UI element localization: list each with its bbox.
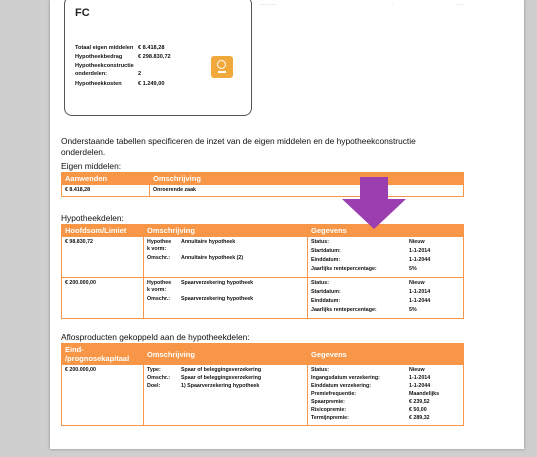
table-row: [62, 237, 464, 278]
field-label: Status:: [311, 239, 329, 245]
description-cell: [144, 365, 308, 426]
field-value: 1-1-2044: [409, 257, 431, 263]
field-label: Startdatum:: [311, 289, 341, 295]
column-header: Eind- /prognosekapitaal: [62, 344, 144, 365]
cutoff-header-text: [260, 2, 464, 7]
field-value: Nieuw: [409, 280, 425, 286]
summary-title: FC: [75, 7, 90, 19]
field-value: € 50,00: [409, 407, 427, 413]
aflosproducten-heading: Aflosproducten gekoppeld aan de hypotheekdelen:: [61, 332, 250, 342]
data-cell: [308, 237, 464, 278]
field-label: Omschr.:: [147, 255, 170, 261]
field-label: Jaarlijks rentepercentage:: [311, 266, 377, 272]
safe-dial: [217, 60, 226, 69]
field-value: 5%: [409, 266, 417, 272]
field-label: Spaarpremie:: [311, 399, 345, 405]
column-header: Omschrijving: [144, 344, 308, 365]
field-value: Annuïtaire hypotheek: [181, 239, 236, 245]
field-label: Status:: [311, 367, 329, 373]
field-label: Doel:: [147, 383, 161, 389]
summary-card: [64, 0, 252, 116]
summary-row: Hypotheekbedrag € 298.830,72: [75, 54, 171, 60]
field-value: Spaar of beleggingsverzekering: [181, 367, 262, 373]
summary-row: onderdelen: 2: [75, 71, 142, 77]
data-cell: [308, 278, 464, 319]
cutoff-mid: ·: [392, 2, 394, 7]
document-page: [50, 0, 524, 449]
field-value: € 239,52: [409, 399, 430, 405]
field-value: Spaarverzekering hypotheek: [181, 296, 254, 302]
field-value: 5%: [409, 307, 417, 313]
field-value: Maandelijks: [409, 391, 440, 397]
description-cell: [144, 237, 308, 278]
field-label: Omschr.:: [147, 296, 170, 302]
field-label: Einddatum:: [311, 298, 341, 304]
field-label: Omschr.:: [147, 375, 170, 381]
field-label: Premiefrequentie:: [311, 391, 357, 397]
field-value: 1-1-2014: [409, 375, 431, 381]
field-label: Hypothee k vorm:: [147, 280, 172, 293]
column-header: Omschrijving: [150, 173, 464, 185]
column-header: Omschrijving: [144, 225, 308, 237]
cutoff-right: ······: [456, 2, 464, 7]
field-label: Ingangsdatum verzekering:: [311, 375, 380, 381]
amount-cell: € 200.000,00: [62, 278, 144, 319]
field-value: Spaar of beleggingsverzekering: [181, 375, 262, 381]
column-header: Hoofdsom/Limiet: [62, 225, 144, 237]
description-cell: [144, 278, 308, 319]
summary-row: Hypotheekconstructie: [75, 63, 134, 69]
field-label: Hypothee k vorm:: [147, 239, 172, 252]
data-cell: [308, 365, 464, 426]
column-header: Gegevens: [308, 225, 464, 237]
hypotheekdelen-heading: Hypotheekdelen:: [61, 213, 124, 223]
summary-row: Totaal eigen middelen € 8.418,28: [75, 45, 165, 51]
amount-cell: € 98.830,72: [62, 237, 144, 278]
column-header: Gegevens: [308, 344, 464, 365]
field-value: 1-1-2014: [409, 248, 431, 254]
field-label: Jaarlijks rentepercentage:: [311, 307, 377, 313]
field-value: Nieuw: [409, 239, 425, 245]
cutoff-left: ······· ····: [260, 2, 276, 7]
table-row: [62, 365, 464, 426]
aflosproducten-table: [61, 343, 464, 426]
field-value: Spaarverzekering hypotheek: [181, 280, 254, 286]
field-label: Einddatum verzekering:: [311, 383, 372, 389]
field-value: Annuïtaire hypotheek (2): [181, 255, 244, 261]
field-value: 1-1-2044: [409, 298, 431, 304]
field-label: Type:: [147, 367, 161, 373]
field-value: Nieuw: [409, 367, 425, 373]
intro-text: Onderstaande tabellen specificeren de inzet van de eigen middelen en de hypotheekconstructie onderdelen.: [61, 136, 416, 157]
eigen-middelen-heading: Eigen middelen:: [61, 161, 122, 171]
hypotheekdelen-table: [61, 224, 464, 319]
money-safe-icon: [211, 56, 233, 78]
safe-slot: [218, 71, 226, 73]
field-label: Risicopremie:: [311, 407, 347, 413]
field-label: Termijnpremie:: [311, 415, 349, 421]
field-value: € 289,32: [409, 415, 430, 421]
field-label: Startdatum:: [311, 248, 341, 254]
amount-cell: € 200.000,00: [62, 365, 144, 426]
description-cell: Onroerende zaak: [150, 185, 464, 197]
field-value: 1-1-2014: [409, 289, 431, 295]
arrow-shape: [342, 177, 406, 229]
field-label: Status:: [311, 280, 329, 286]
field-label: Einddatum:: [311, 257, 341, 263]
amount-cell: € 8.418,28: [62, 185, 150, 197]
column-header: Aanwenden: [62, 173, 150, 185]
field-value: 1) Spaarverzekering hypotheek: [181, 383, 260, 389]
field-value: 1-1-2044: [409, 383, 431, 389]
table-row: [62, 278, 464, 319]
summary-row: Hypotheekkosten € 1.249,00: [75, 81, 165, 87]
down-arrow-icon: [340, 177, 408, 229]
